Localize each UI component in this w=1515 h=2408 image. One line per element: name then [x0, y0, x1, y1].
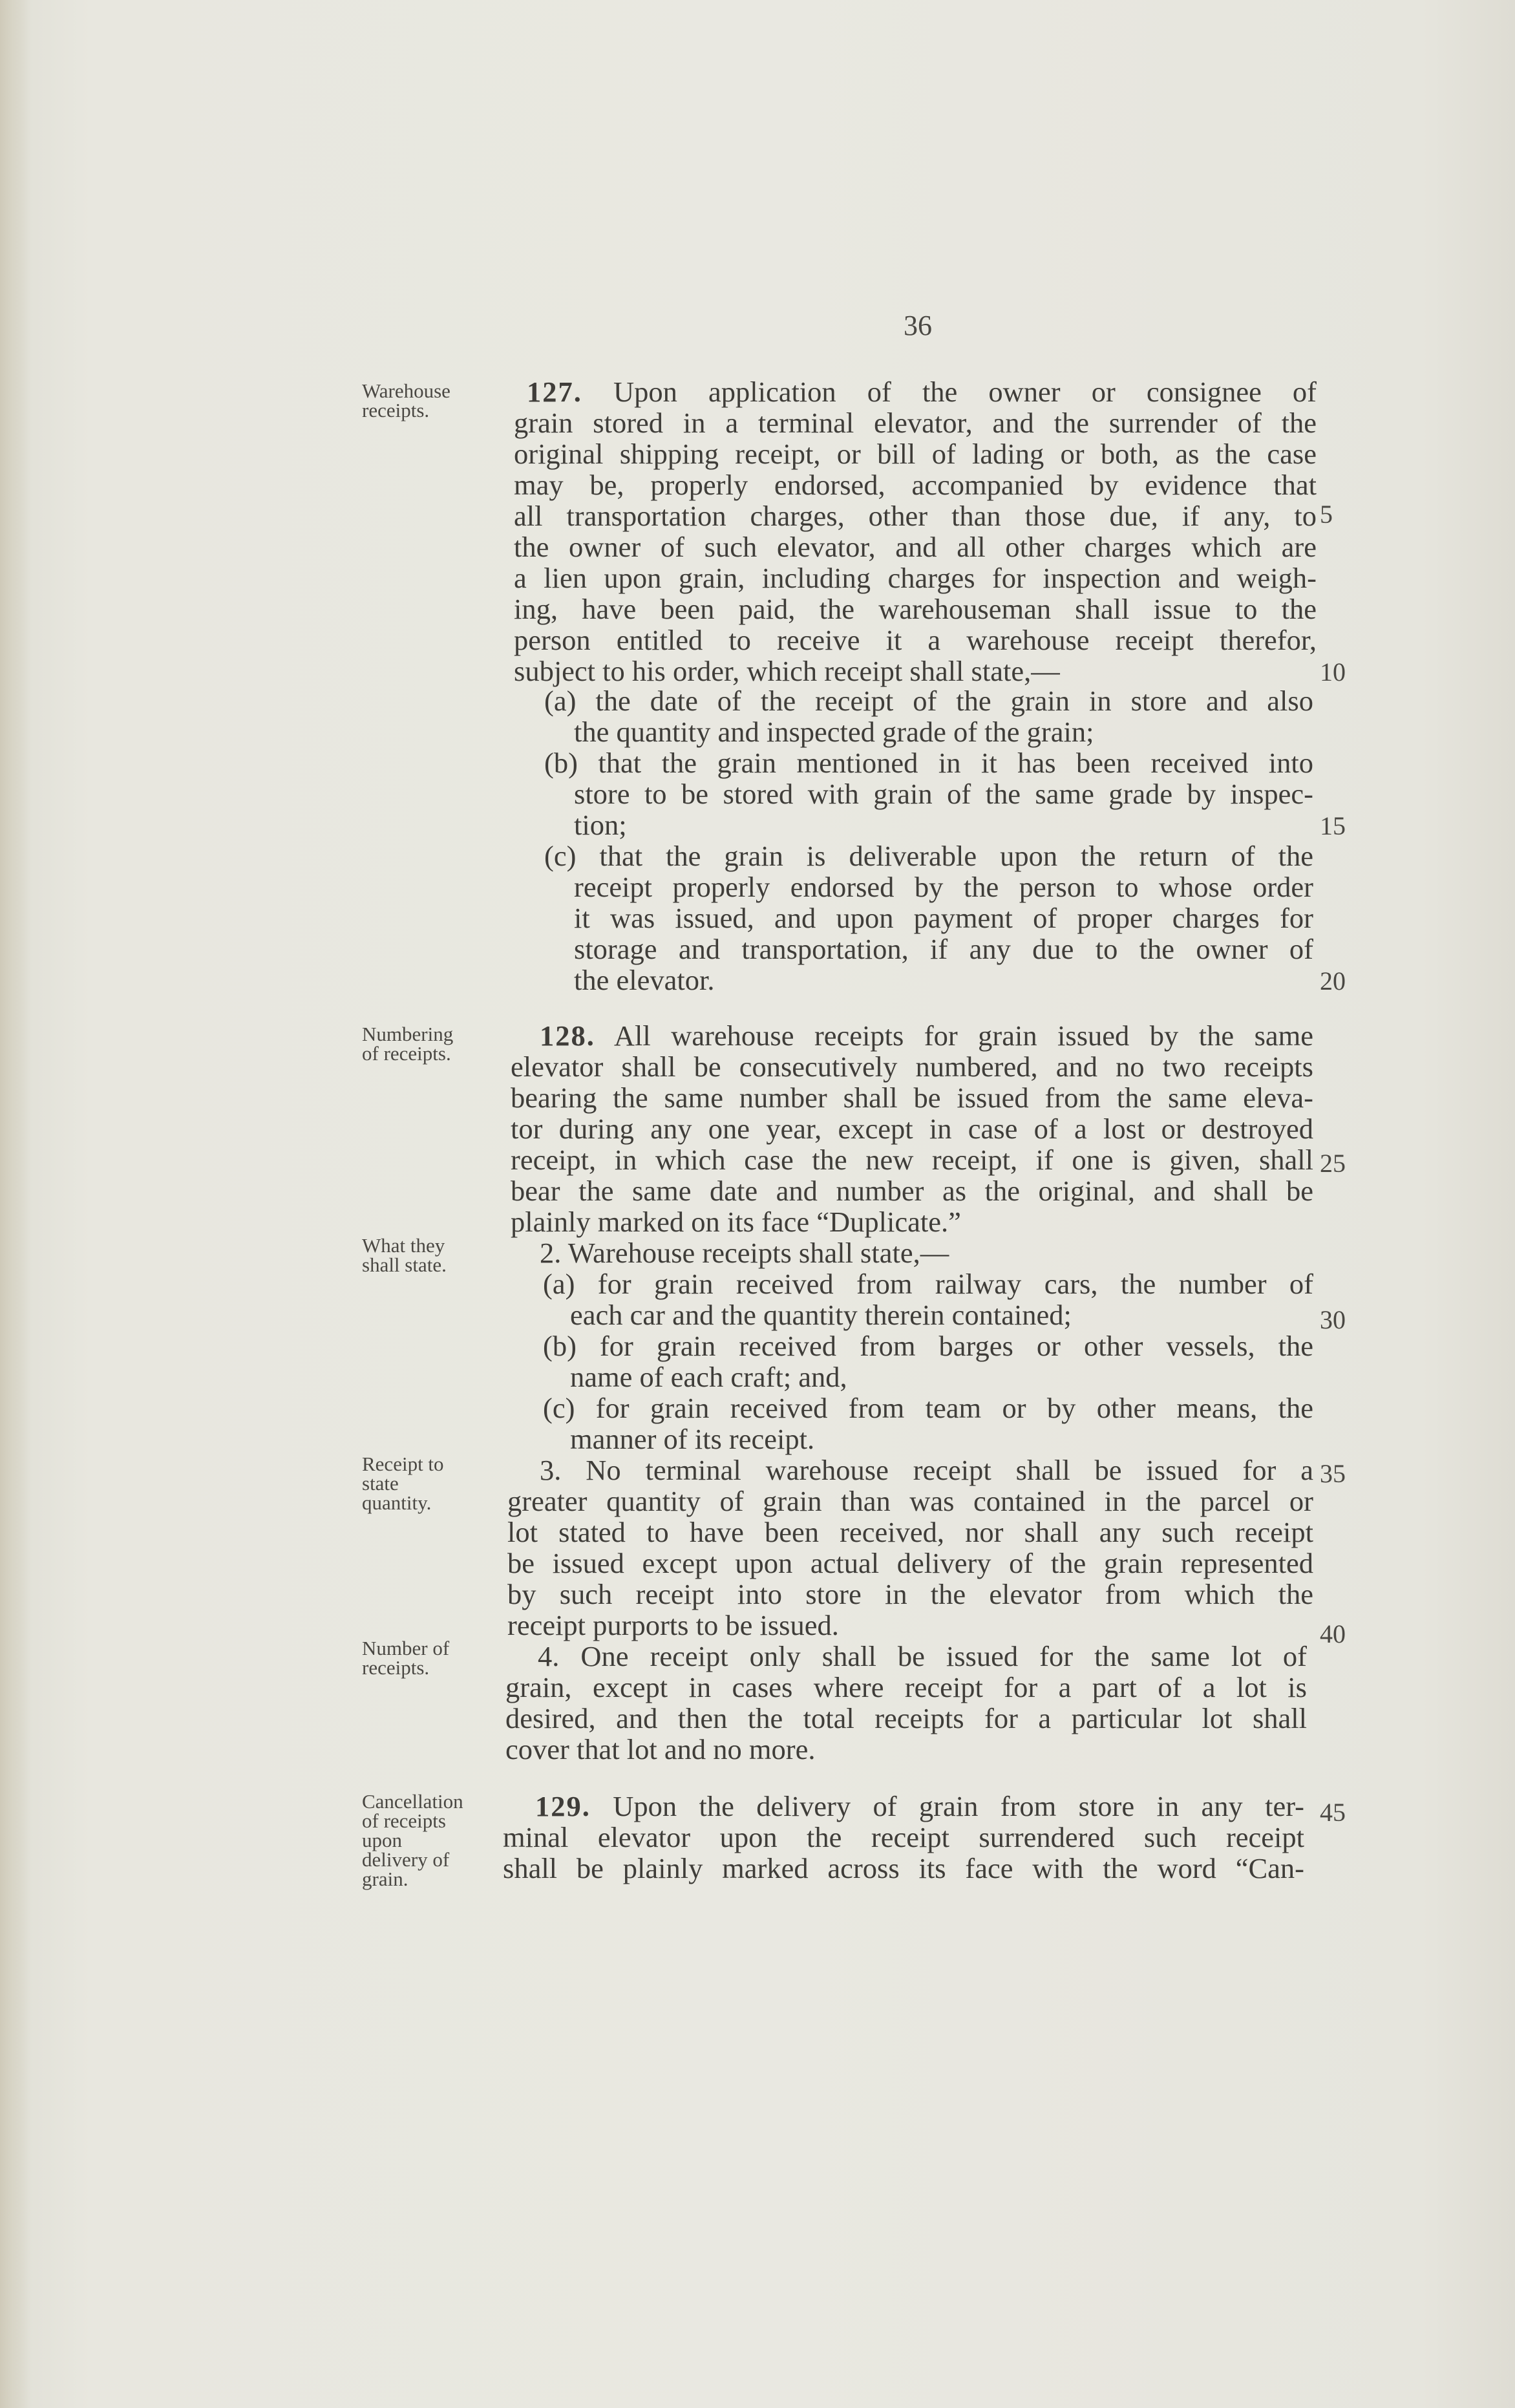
text-line: lot stated to have been received, nor shall any such receipt	[507, 1516, 1313, 1548]
text-line: (a) for grain received from railway cars, the number of	[543, 1268, 1313, 1300]
line-text: Upon application of the owner or consignee of	[582, 376, 1317, 408]
line-number: 5	[1320, 500, 1333, 529]
marginal-line: Numbering	[362, 1023, 454, 1045]
text-line: plainly marked on its face “Duplicate.”	[511, 1206, 961, 1238]
marginal-line: of receipts.	[362, 1042, 451, 1065]
text-line: minal elevator upon the receipt surrendered such receipt	[503, 1821, 1304, 1853]
text-line	[527, 376, 1317, 407]
text-line: person entitled to receive it a warehouse receipt therefor,	[514, 624, 1317, 656]
text-line: store to be stored with grain of the same grade by inspec-	[574, 778, 1313, 810]
marginal-line: state	[362, 1472, 399, 1495]
marginal-note-warehouse-receipts	[362, 381, 491, 420]
text-line	[540, 1020, 1313, 1051]
text-line: subject to his order, which receipt shall state,—	[514, 655, 1060, 687]
marginal-line: shall state.	[362, 1253, 447, 1276]
text-line: ing, have been paid, the warehouseman shall issue to the	[514, 593, 1317, 625]
marginal-line: Number of	[362, 1637, 450, 1659]
text-line: the elevator.	[574, 964, 715, 996]
text-line: may be, properly endorsed, accompanied by evidence that	[514, 469, 1317, 501]
text-line: (b) for grain received from barges or other vessels, the	[543, 1330, 1313, 1362]
text-line: manner of its receipt.	[570, 1423, 815, 1455]
marginal-note-receipt-to-state-quantity	[362, 1454, 491, 1513]
text-line: receipt properly endorsed by the person to whose order	[574, 871, 1313, 903]
marginal-line: of receipts	[362, 1809, 446, 1832]
text-line: greater quantity of grain than was contained in the parcel or	[507, 1485, 1313, 1517]
marginal-note-what-they-shall-state	[362, 1236, 491, 1275]
marginal-line: Warehouse	[362, 379, 450, 402]
marginal-note-number-of-receipts	[362, 1639, 491, 1678]
line-number: 15	[1320, 811, 1346, 840]
text-line: grain stored in a terminal elevator, and the surrender of the	[514, 407, 1317, 439]
text-line: tion;	[574, 809, 627, 841]
text-line: (c) that the grain is deliverable upon the return of the	[544, 840, 1313, 872]
section-number: 127.	[527, 376, 582, 408]
marginal-line: delivery of	[362, 1848, 450, 1871]
text-line: the quantity and inspected grade of the grain;	[574, 716, 1094, 748]
text-line: the owner of such elevator, and all other charges which are	[514, 531, 1317, 563]
section-number: 129.	[535, 1790, 591, 1822]
text-line: bearing the same number shall be issued from the same eleva-	[511, 1081, 1313, 1114]
text-line: 3. No terminal warehouse receipt shall be issued for a	[540, 1454, 1313, 1486]
marginal-line: receipts.	[362, 399, 430, 421]
text-line: 2. Warehouse receipts shall state,—	[540, 1237, 949, 1269]
text-line: desired, and then the total receipts for a particular lot shall	[505, 1702, 1307, 1734]
text-line: receipt, in which case the new receipt, if one is given, shall	[511, 1144, 1313, 1176]
line-number: 20	[1320, 966, 1346, 996]
text-line	[535, 1791, 1304, 1822]
line-number: 35	[1320, 1459, 1346, 1488]
marginal-line: grain.	[362, 1868, 408, 1890]
marginal-line: Receipt to	[362, 1453, 444, 1475]
line-number: 40	[1320, 1619, 1346, 1648]
marginal-line: receipts.	[362, 1656, 430, 1679]
text-line: (c) for grain received from team or by other means, the	[543, 1392, 1313, 1424]
text-line: original shipping receipt, or bill of lading or both, as the case	[514, 438, 1317, 470]
text-line: (b) that the grain mentioned in it has been received into	[544, 747, 1313, 779]
line-number: 45	[1320, 1798, 1346, 1827]
text-line: name of each craft; and,	[570, 1361, 847, 1393]
text-line: a lien upon grain, including charges for inspection and weigh-	[514, 562, 1317, 594]
text-line: be issued except upon actual delivery of the grain represented	[507, 1547, 1313, 1579]
marginal-line: What they	[362, 1234, 445, 1257]
marginal-note-cancellation	[362, 1792, 491, 1889]
text-line: grain, except in cases where receipt for a part of a lot is	[505, 1671, 1307, 1703]
text-line: 4. One receipt only shall be issued for the same lot of	[538, 1640, 1307, 1672]
text-line: storage and transportation, if any due to the owner of	[574, 933, 1313, 965]
line-text: Upon the delivery of grain from store in any ter-	[590, 1790, 1304, 1822]
binding-edge	[0, 0, 31, 2408]
text-line: shall be plainly marked across its face with the word “Can-	[503, 1852, 1304, 1884]
page-number: 36	[904, 310, 932, 341]
marginal-note-numbering-of-receipts	[362, 1025, 491, 1063]
text-line: it was issued, and upon payment of proper charges for	[574, 902, 1313, 934]
marginal-line: Cancellation	[362, 1790, 463, 1813]
line-number: 25	[1320, 1149, 1346, 1178]
text-line: (a) the date of the receipt of the grain in store and also	[544, 685, 1313, 717]
text-line: tor during any one year, except in case of a lost or destroyed	[511, 1113, 1313, 1145]
text-line: all transportation charges, other than those due, if any, to	[514, 500, 1317, 532]
text-line: cover that lot and no more.	[505, 1733, 816, 1765]
text-line: receipt purports to be issued.	[507, 1609, 839, 1641]
marginal-line: upon	[362, 1829, 402, 1851]
marginal-line: quantity.	[362, 1491, 432, 1514]
text-line: elevator shall be consecutively numbered, and no two receipts	[511, 1050, 1313, 1083]
line-number: 30	[1320, 1305, 1346, 1334]
section-number: 128.	[540, 1019, 595, 1052]
line-text: All warehouse receipts for grain issued by the same	[595, 1019, 1313, 1052]
text-line: each car and the quantity therein contained;	[570, 1299, 1072, 1331]
text-line: by such receipt into store in the elevator from which the	[507, 1578, 1313, 1610]
line-number: 10	[1320, 657, 1346, 687]
text-line: bear the same date and number as the original, and shall be	[511, 1175, 1313, 1207]
